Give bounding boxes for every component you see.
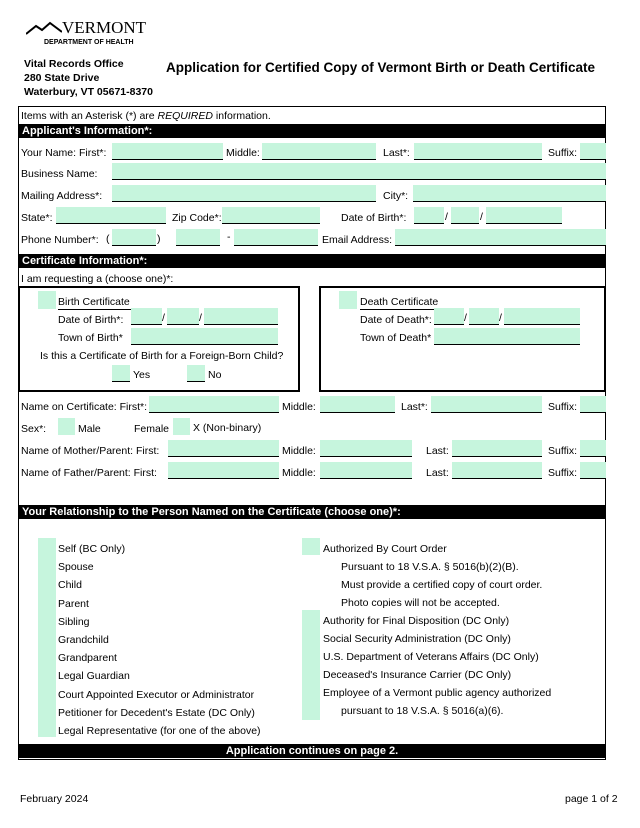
va-label: U.S. Department of Veterans Affairs (DC Only) xyxy=(323,651,539,663)
phone-dash: - xyxy=(227,231,231,243)
dob-month-input[interactable] xyxy=(414,207,444,224)
no-label: No xyxy=(208,369,222,381)
cert-suffix-input[interactable] xyxy=(580,396,606,413)
death-certificate-checkbox[interactable] xyxy=(339,291,357,309)
mother-suffix-label: Suffix: xyxy=(548,445,577,457)
birth-certificate-checkbox[interactable] xyxy=(38,291,56,309)
suffix-label: Suffix: xyxy=(548,147,577,159)
court-note-1: Pursuant to 18 V.S.A. § 5016(b)(2)(B). xyxy=(341,561,519,573)
last-name-input[interactable] xyxy=(414,143,542,160)
city-input[interactable] xyxy=(413,185,606,202)
first-name-input[interactable] xyxy=(112,143,223,160)
father-middle-label: Middle: xyxy=(282,467,316,479)
mother-middle-label: Middle: xyxy=(282,445,316,457)
female-label: Female xyxy=(134,423,170,435)
final-disposition-label: Authority for Final Disposition (DC Only) xyxy=(323,615,510,627)
relationship-option-label: Legal Guardian xyxy=(58,670,130,683)
cert-last-label: Last*: xyxy=(401,401,428,413)
relationship-section-bar: Your Relationship to the Person Named on the Certificate (choose one)*: xyxy=(18,505,606,519)
cert-middle-input[interactable] xyxy=(320,396,395,413)
dob-slash: / xyxy=(445,211,448,223)
death-town-input[interactable] xyxy=(434,328,580,345)
phone-label: Phone Number*: xyxy=(21,234,99,246)
employee-label: Employee of a Vermont public agency authorized xyxy=(323,687,552,699)
continues-bar: Application continues on page 2. xyxy=(18,744,606,758)
office-line2: 280 State Drive xyxy=(24,72,100,84)
state-label: State*: xyxy=(21,212,53,224)
father-suffix-label: Suffix: xyxy=(548,467,577,479)
email-input[interactable] xyxy=(395,229,606,246)
mother-first-input[interactable] xyxy=(168,440,279,457)
father-label: Name of Father/Parent: First: xyxy=(21,467,157,479)
certificate-section-bar: Certificate Information*: xyxy=(18,254,606,268)
email-label: Email Address: xyxy=(322,234,393,246)
cert-middle-label: Middle: xyxy=(282,401,316,413)
relationship-checkbox-column-left[interactable] xyxy=(38,538,56,737)
mailing-label: Mailing Address*: xyxy=(21,190,103,202)
dob-day-input[interactable] xyxy=(451,207,479,224)
death-dod-month-input[interactable] xyxy=(434,308,464,325)
father-last-label: Last: xyxy=(426,467,449,479)
city-label: City*: xyxy=(383,190,409,202)
death-cert-label: Death Certificate xyxy=(360,296,439,308)
cert-last-input[interactable] xyxy=(431,396,542,413)
insurance-label: Deceased's Insurance Carrier (DC Only) xyxy=(323,669,512,681)
birth-town-label: Town of Birth* xyxy=(58,332,123,344)
mother-label: Name of Mother/Parent: First: xyxy=(21,445,160,457)
ssa-label: Social Security Administration (DC Only) xyxy=(323,633,511,645)
sex-label: Sex*: xyxy=(21,423,47,435)
dob-label: Date of Birth*: xyxy=(341,212,407,224)
mother-last-label: Last: xyxy=(426,445,449,457)
zip-input[interactable] xyxy=(222,207,320,224)
mother-suffix-input[interactable] xyxy=(580,440,606,457)
middle-name-input[interactable] xyxy=(262,143,376,160)
last-label: Last*: xyxy=(383,147,410,159)
court-note-2: Must provide a certified copy of court order. xyxy=(341,579,543,591)
death-dod-day-input[interactable] xyxy=(469,308,499,325)
court-order-label: Authorized By Court Order xyxy=(323,543,447,555)
death-dod-slash: / xyxy=(499,312,502,324)
mother-middle-input[interactable] xyxy=(320,440,412,457)
state-input[interactable] xyxy=(56,207,166,224)
birth-town-input[interactable] xyxy=(131,328,278,345)
dob-year-input[interactable] xyxy=(486,207,562,224)
business-input[interactable] xyxy=(112,163,606,180)
foreign-yes-checkbox[interactable] xyxy=(112,365,130,382)
mother-last-input[interactable] xyxy=(452,440,542,457)
foreign-born-question: Is this a Certificate of Birth for a Foreign-Born Child? xyxy=(40,350,284,362)
death-town-label: Town of Death* xyxy=(360,332,432,344)
suffix-input[interactable] xyxy=(580,143,606,160)
relationship-option-label: Legal Representative (for one of the above) xyxy=(58,725,261,737)
business-label: Business Name: xyxy=(21,168,98,180)
logo xyxy=(26,18,147,50)
office-line3: Waterbury, VT 05671-8370 xyxy=(24,86,153,98)
middle-label: Middle: xyxy=(226,147,260,159)
birth-dob-slash: / xyxy=(162,312,165,324)
birth-cert-label: Birth Certificate xyxy=(58,296,132,310)
birth-dob-slash: / xyxy=(199,312,202,324)
sex-female-checkbox[interactable] xyxy=(173,418,190,435)
logo-text: VERMONT xyxy=(62,18,147,37)
phone-close-paren: ) xyxy=(157,233,161,245)
birth-dob-day-input[interactable] xyxy=(167,308,199,325)
cert-first-input[interactable] xyxy=(149,396,279,413)
relationship-option-label: Sibling xyxy=(58,615,90,628)
death-dod-slash: / xyxy=(464,312,467,324)
yes-label: Yes xyxy=(133,369,151,381)
birth-dob-year-input[interactable] xyxy=(204,308,278,325)
relationship-option-label: Petitioner for Decedent's Estate (DC Only) xyxy=(58,706,255,719)
your-name-label: Your Name: First*: xyxy=(21,147,107,159)
father-suffix-input[interactable] xyxy=(580,462,606,479)
nonbinary-label: X (Non-binary) xyxy=(193,422,262,434)
name-on-cert-label: Name on Certificate: First*: xyxy=(21,401,148,413)
birth-dob-month-input[interactable] xyxy=(131,308,162,325)
phone-area-input[interactable] xyxy=(112,229,156,246)
employee-note: pursuant to 18 V.S.A. § 5016(a)(6). xyxy=(341,705,504,717)
birth-dob-label: Date of Birth*: xyxy=(58,314,124,326)
court-order-checkbox[interactable] xyxy=(302,538,320,555)
applicant-section-bar: Applicant's Information*: xyxy=(18,124,606,138)
footer-page: page 1 of 2 xyxy=(565,793,618,805)
sex-male-checkbox[interactable] xyxy=(58,418,75,435)
cert-suffix-label: Suffix: xyxy=(548,401,577,413)
male-label: Male xyxy=(78,423,101,435)
father-last-input[interactable] xyxy=(452,462,542,479)
relationship-option-label: Child xyxy=(58,579,82,592)
requesting-label: I am requesting a (choose one)*: xyxy=(21,273,174,285)
relationship-option-label: Self (BC Only) xyxy=(58,543,126,555)
dept-name: DEPARTMENT OF HEALTH xyxy=(44,39,134,46)
death-dod-year-input[interactable] xyxy=(504,308,580,325)
relationship-option-label: Spouse xyxy=(58,561,94,574)
relationship-option-label: Grandchild xyxy=(58,634,109,646)
relationship-option-label: Parent xyxy=(58,597,89,610)
father-first-input[interactable] xyxy=(168,462,279,479)
dob-slash: / xyxy=(480,211,483,223)
phone-line-input[interactable] xyxy=(234,229,318,246)
footer-date: February 2024 xyxy=(20,793,89,805)
phone-open-paren: ( xyxy=(106,233,110,245)
court-note-3: Photo copies will not be accepted. xyxy=(341,597,500,609)
relationship-option-label: Court Appointed Executor or Administrator xyxy=(58,688,255,701)
foreign-no-checkbox[interactable] xyxy=(187,365,205,382)
office-line1: Vital Records Office xyxy=(24,58,124,70)
mountain-logo-icon xyxy=(26,20,62,36)
mailing-input[interactable] xyxy=(112,185,376,202)
page-title: Application for Certified Copy of Vermont Birth or Death Certificate xyxy=(166,60,596,75)
relationship-option-label: Grandparent xyxy=(58,652,117,665)
relationship-checkbox-column-right[interactable] xyxy=(302,610,320,720)
intro-text: Items with an Asterisk (*) are REQUIRED information. xyxy=(21,110,271,122)
zip-label: Zip Code*: xyxy=(172,212,222,224)
death-dod-label: Date of Death*: xyxy=(360,314,432,326)
father-middle-input[interactable] xyxy=(320,462,412,479)
phone-prefix-input[interactable] xyxy=(176,229,220,246)
